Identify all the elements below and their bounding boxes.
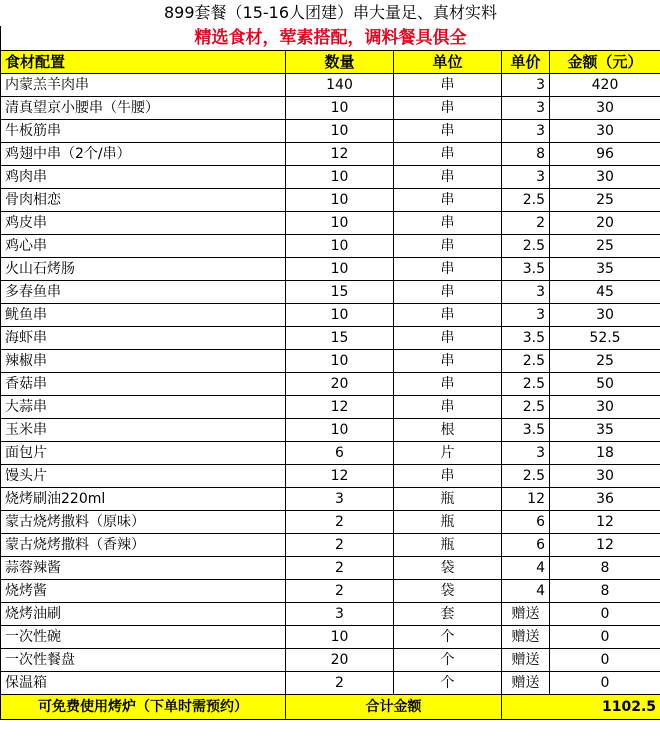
unit-price: 3.5 [502,327,550,350]
amount: 12 [550,534,660,557]
unit: 瓶 [394,534,502,557]
table-row [1,465,660,488]
unit: 串 [394,281,502,304]
quantity: 20 [286,373,394,396]
unit-price: 赠送 [502,672,550,695]
quantity: 140 [286,74,394,97]
unit: 串 [394,258,502,281]
item-name: 一次性餐盘 [1,649,286,672]
footer-row [1,695,660,720]
unit: 瓶 [394,488,502,511]
amount: 0 [550,603,660,626]
amount: 30 [550,304,660,327]
item-name: 火山石烤肠 [1,258,286,281]
amount: 12 [550,511,660,534]
amount: 30 [550,396,660,419]
unit: 串 [394,143,502,166]
quantity: 10 [286,419,394,442]
item-name: 蒜蓉辣酱 [1,557,286,580]
unit-price: 赠送 [502,626,550,649]
amount: 0 [550,672,660,695]
amount: 8 [550,580,660,603]
unit-price: 6 [502,534,550,557]
item-name: 蒙古烧烤撒料（原味） [1,511,286,534]
item-name: 一次性碗 [1,626,286,649]
amount: 18 [550,442,660,465]
unit-price: 2.5 [502,396,550,419]
amount: 8 [550,557,660,580]
unit: 串 [394,304,502,327]
amount: 30 [550,97,660,120]
unit-price: 3.5 [502,419,550,442]
unit: 串 [394,350,502,373]
item-name: 海虾串 [1,327,286,350]
item-name: 蒙古烧烤撒料（香辣） [1,534,286,557]
unit-price: 4 [502,580,550,603]
item-name: 大蒜串 [1,396,286,419]
amount: 30 [550,166,660,189]
footer-note: 可免费使用烤炉（下单时需预约） [1,695,286,720]
quantity: 2 [286,557,394,580]
table-row [1,511,660,534]
unit: 串 [394,120,502,143]
table-row [1,212,660,235]
unit-price: 6 [502,511,550,534]
item-name: 内蒙羔羊肉串 [1,74,286,97]
amount: 25 [550,235,660,258]
unit-price: 3 [502,74,550,97]
unit-price: 3 [502,304,550,327]
unit-price: 2.5 [502,465,550,488]
quantity: 15 [286,327,394,350]
table-row [1,626,660,649]
item-name: 鸡皮串 [1,212,286,235]
amount: 30 [550,120,660,143]
table-row [1,120,660,143]
table-row [1,534,660,557]
unit: 袋 [394,580,502,603]
unit-price: 3 [502,281,550,304]
unit-price: 2.5 [502,189,550,212]
amount: 35 [550,258,660,281]
quantity: 10 [286,235,394,258]
unit-price: 12 [502,488,550,511]
quantity: 10 [286,97,394,120]
unit-price: 2.5 [502,373,550,396]
item-name: 烧烤刷油220ml [1,488,286,511]
unit-price: 3.5 [502,258,550,281]
table-row [1,235,660,258]
unit-price: 2.5 [502,350,550,373]
item-name: 鸡心串 [1,235,286,258]
quantity: 15 [286,281,394,304]
quantity: 3 [286,603,394,626]
header-item: 食材配置 [1,51,286,74]
table-row [1,258,660,281]
amount: 45 [550,281,660,304]
table-row [1,304,660,327]
amount: 96 [550,143,660,166]
total-value: 1102.5 [502,695,660,720]
table-row [1,603,660,626]
unit: 个 [394,626,502,649]
amount: 30 [550,465,660,488]
item-name: 面包片 [1,442,286,465]
quantity: 10 [286,120,394,143]
table-row [1,350,660,373]
unit: 串 [394,189,502,212]
quantity: 10 [286,166,394,189]
quantity: 10 [286,304,394,327]
item-name: 保温箱 [1,672,286,695]
quantity: 12 [286,396,394,419]
unit: 瓶 [394,511,502,534]
item-name: 鱿鱼串 [1,304,286,327]
item-name: 馒头片 [1,465,286,488]
unit: 袋 [394,557,502,580]
total-label: 合计金额 [286,695,502,720]
amount: 36 [550,488,660,511]
title-row [1,0,660,26]
amount: 52.5 [550,327,660,350]
item-name: 辣椒串 [1,350,286,373]
unit: 根 [394,419,502,442]
unit-price: 3 [502,97,550,120]
header-amount: 金额（元） [550,51,660,74]
unit: 个 [394,649,502,672]
table-row [1,488,660,511]
table-row [1,373,660,396]
table-row [1,189,660,212]
amount: 50 [550,373,660,396]
unit-price: 2 [502,212,550,235]
item-name: 玉米串 [1,419,286,442]
quantity: 10 [286,189,394,212]
quantity: 3 [286,488,394,511]
header-unit-price: 单价 [502,51,550,74]
table-row [1,97,660,120]
unit: 串 [394,74,502,97]
amount: 20 [550,212,660,235]
header-unit: 单位 [394,51,502,74]
unit: 串 [394,97,502,120]
table-row [1,143,660,166]
unit: 套 [394,603,502,626]
package-subtitle: 精选食材，荤素搭配，调料餐具俱全 [1,26,660,51]
quantity: 2 [286,511,394,534]
subtitle-row [1,26,660,51]
item-name: 清真望京小腰串（牛腰） [1,97,286,120]
header-quantity: 数量 [286,51,394,74]
unit: 串 [394,166,502,189]
quantity: 6 [286,442,394,465]
package-title: 899套餐（15-16人团建）串大量足、真材实料 [163,3,498,22]
table-row [1,327,660,350]
item-name: 鸡翅中串（2个/串） [1,143,286,166]
unit: 串 [394,327,502,350]
item-name: 牛板筋串 [1,120,286,143]
unit: 个 [394,672,502,695]
table-row [1,557,660,580]
unit: 串 [394,235,502,258]
amount: 0 [550,649,660,672]
amount: 25 [550,350,660,373]
quantity: 2 [286,534,394,557]
quantity: 10 [286,212,394,235]
quantity: 10 [286,626,394,649]
amount: 420 [550,74,660,97]
unit: 串 [394,396,502,419]
quantity: 12 [286,465,394,488]
table-row [1,649,660,672]
table-row [1,166,660,189]
item-name: 鸡肉串 [1,166,286,189]
table-row [1,74,660,97]
quantity: 2 [286,580,394,603]
quantity: 12 [286,143,394,166]
amount: 35 [550,419,660,442]
unit-price: 赠送 [502,603,550,626]
unit-price: 3 [502,442,550,465]
item-name: 骨肉相恋 [1,189,286,212]
table-row [1,580,660,603]
header-row [1,51,660,74]
item-name: 烧烤油刷 [1,603,286,626]
table-row [1,281,660,304]
unit: 串 [394,212,502,235]
table-row [1,442,660,465]
unit-price: 赠送 [502,649,550,672]
quantity: 2 [286,672,394,695]
quantity: 10 [286,258,394,281]
item-name: 多春鱼串 [1,281,286,304]
unit-price: 4 [502,557,550,580]
unit-price: 3 [502,166,550,189]
unit: 串 [394,465,502,488]
quantity: 20 [286,649,394,672]
unit-price: 8 [502,143,550,166]
item-name: 香菇串 [1,373,286,396]
unit-price: 3 [502,120,550,143]
table-row [1,419,660,442]
item-name: 烧烤酱 [1,580,286,603]
unit: 片 [394,442,502,465]
table-row [1,396,660,419]
quantity: 10 [286,350,394,373]
unit: 串 [394,373,502,396]
amount: 25 [550,189,660,212]
table-row [1,672,660,695]
unit-price: 2.5 [502,235,550,258]
amount: 0 [550,626,660,649]
